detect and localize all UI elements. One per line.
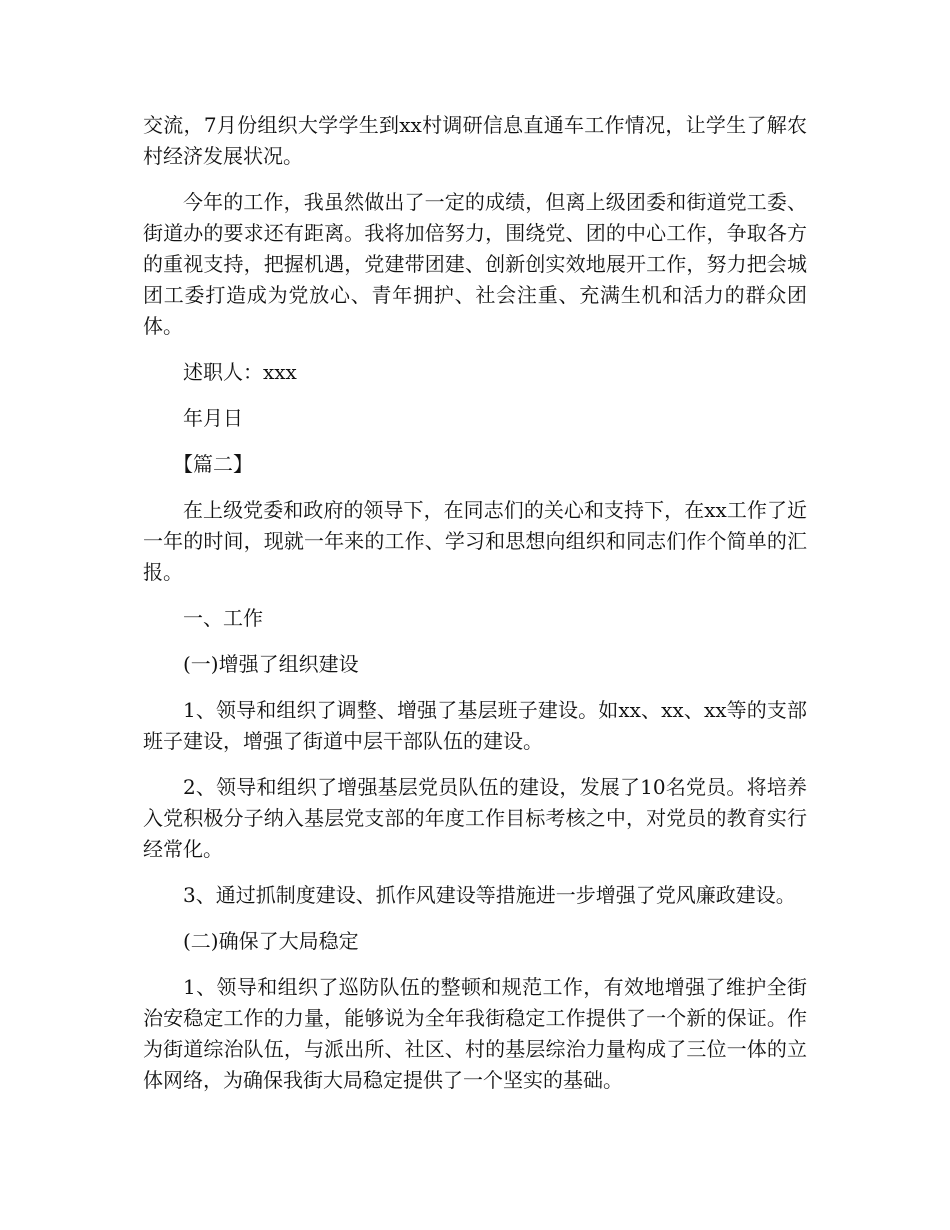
date-line: 年月日 xyxy=(183,406,243,430)
paragraph-continuation: 交流，7月份组织大学学生到xx村调研信息直通车工作情况，让学生了解农村经济发展状况。 xyxy=(143,113,807,168)
document-page xyxy=(143,110,807,1111)
paragraph-work-summary: 今年的工作，我虽然做出了一定的成绩，但离上级团委和街道党工委、街道办的要求还有距离。我将加倍努力，围绕党、团的中心工作，争取各方的重视支持，把握机遇，党建带团建、创新创实效地展开工作，努力把会城团工委打造成为党放心、青年拥护、社会注重、充满生机和活力的群众团体。 xyxy=(143,190,807,338)
heading-work: 一、工作 xyxy=(183,606,263,630)
list-item-stability-1: 1、领导和组织了巡防队伍的整顿和规范工作，有效地增强了维护全街治安稳定工作的力量，能够说为全年我街稳定工作提供了一个新的保证。作为街道综治队伍，与派出所、社区、村的基层综治力量构成了三位一体的立体网络，为确保我街大局稳定提供了一个坚实的基础。 xyxy=(143,975,807,1092)
paragraph-introduction: 在上级党委和政府的领导下，在同志们的关心和支持下，在xx工作了近一年的时间，现就一年来的工作、学习和思想向组织和同志们作个简单的汇报。 xyxy=(143,498,807,584)
section-heading-part-two: 【篇二】 xyxy=(173,452,253,476)
list-item-1: 1、领导和组织了调整、增强了基层班子建设。如xx、xx、xx等的支部班子建设，增强了街道中层干部队伍的建设。 xyxy=(143,698,807,753)
subheading-organization: (一)增强了组织建设 xyxy=(183,652,359,676)
reporter-signature: 述职人：xxx xyxy=(183,360,297,384)
list-item-2: 2、领导和组织了增强基层党员队伍的建设，发展了10名党员。将培养入党积极分子纳入基层党支部的年度工作目标考核之中，对党员的教育实行经常化。 xyxy=(143,775,807,861)
subheading-stability: (二)确保了大局稳定 xyxy=(183,929,359,953)
list-item-3: 3、通过抓制度建设、抓作风建设等措施进一步增强了党风廉政建设。 xyxy=(183,883,796,907)
